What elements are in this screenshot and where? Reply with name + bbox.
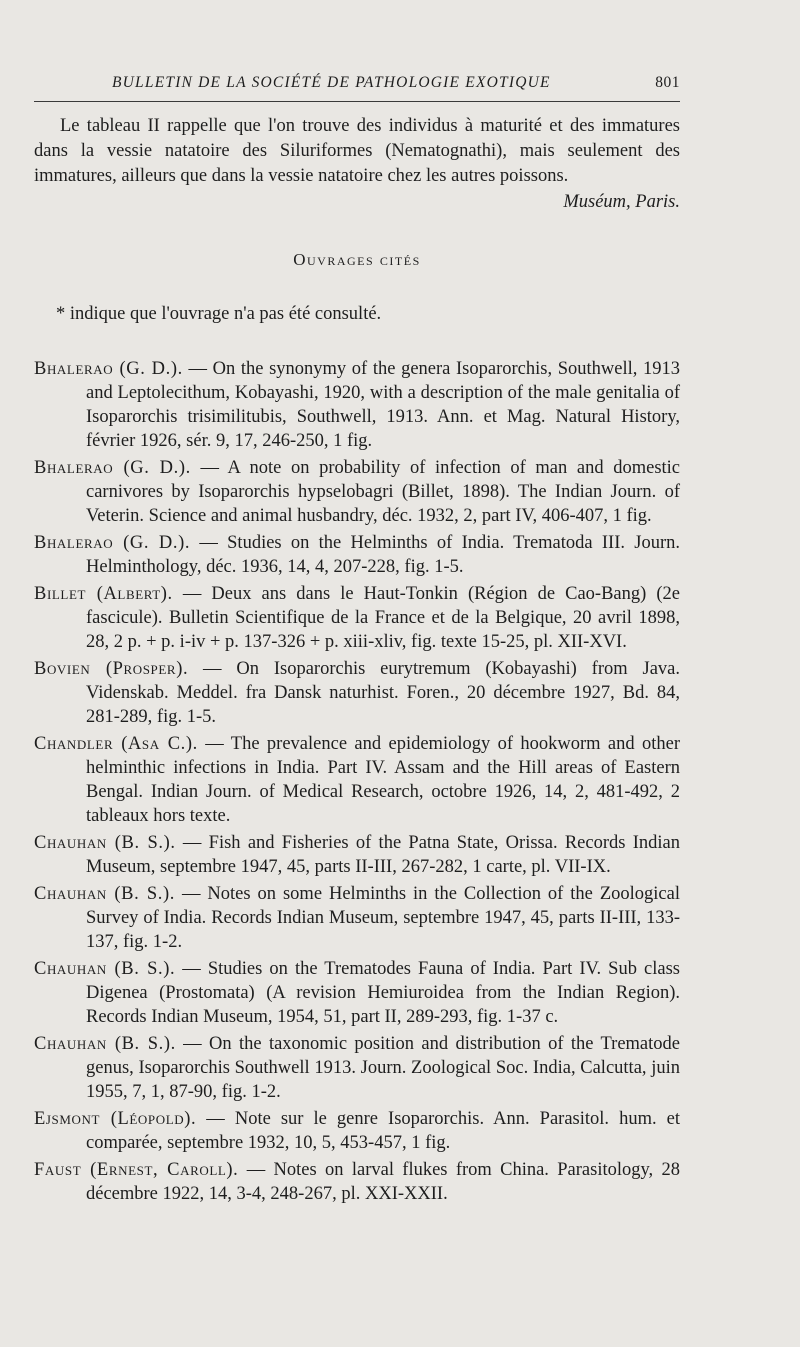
reference-entry [34,732,680,828]
reference-text: — Notes on larval flukes from China. Parasitology, 28 décembre 1922, 14, 3-4, 248-267, pl. XXI-XXII. [86,1160,680,1204]
reference-author: Chandler (Asa C.). [34,734,198,754]
section-heading: Ouvrages cités [293,250,421,269]
page-content [34,114,680,1209]
reference-entry [34,531,680,579]
reference-author: Bhalerao (G. D.). [34,533,191,553]
reference-entry [34,1032,680,1104]
reference-author: Chauhan (B. S.). [34,1034,176,1054]
reference-text: — Notes on some Helminths in the Collection of the Zoological Survey of India. Records Indian Museum, septembre 1947, 45, parts II-III, 133-137, fig. 1-2. [86,884,680,952]
reference-entry [34,582,680,654]
reference-text: — Deux ans dans le Haut-Tonkin (Région de Cao-Bang) (2e fascicule). Bulletin Scientifique de la France et de la Belgique, 20 avril 1898, 28, 2 p. + p. i-iv + p. 137-326 + p. xiii-xliv, fig. texte 15-25, pl. XII-XVI. [86,584,680,652]
reference-list [34,357,680,1206]
reference-entry [34,957,680,1029]
reference-author: Bovien (Prosper). [34,659,189,679]
reference-author: Chauhan (B. S.). [34,884,175,904]
reference-entry [34,1107,680,1155]
reference-author: Faust (Ernest, Caroll). [34,1160,239,1180]
reference-text: — A note on probability of infection of man and domestic carnivores by Isoparorchis hypselobagri (Billet, 1898). The Indian Journ. of Veterin. Science and animal husbandry, déc. 1932, 2, part IV, 406-407, 1 fig. [86,458,681,526]
reference-entry [34,456,680,528]
reference-author: Chauhan (B. S.). [34,833,176,853]
reference-text: — Note sur le genre Isoparorchis. Ann. Parasitol. hum. et comparée, septembre 1932, 10, 5, 453-457, 1 fig. [86,1109,680,1153]
page-number: 801 [655,74,680,91]
reference-entry [34,657,680,729]
reference-author: Billet (Albert). [34,584,173,604]
reference-entry [34,1158,680,1206]
reference-entry [34,831,680,879]
reference-text: — On Isoparorchis eurytremum (Kobayashi) from Java. Videnskab. Meddel. fra Dansk naturhist. Foren., 20 décembre 1927, Bd. 84, 281-289, fig. 1-5. [86,659,680,727]
running-head [34,74,680,92]
reference-text: — The prevalence and epidemiology of hookworm and other helminthic infections in India. Part IV. Assam and the Hill areas of Eastern Bengal. Indian Journ. of Medical Research, octobre 1926, 14, 2, 481-492, 2 tableaux hors texte. [86,734,680,826]
reference-text: — Studies on the Trematodes Fauna of India. Part IV. Sub class Digenea (Prostomata) (A revision Hemiuroidea from the Indian Region). Records Indian Museum, 1954, 51, part II, 289-293, fig. 1-37 c. [86,959,681,1027]
reference-text: — On the synonymy of the genera Isoparorchis, Southwell, 1913 and Leptolecithum, Kobayashi, 1920, with a description of the male genitalia of Isoparorchis trisimilitubis, Southwell, 1913. Ann. et Mag. Natural History, février 1926, sér. 9, 17, 246-250, 1 fig. [86,359,680,451]
footnote-marker-note: * indique que l'ouvrage n'a pas été consulté. [56,304,382,324]
intro-paragraph: Le tableau II rappelle que l'on trouve des individus à maturité et des immatures dans la vessie natatoire des Siluriformes (Nematognathi), mais seulement des immatures, ailleurs que dans la vessie natatoire chez les autres poissons. [34,116,680,186]
reference-author: Bhalerao (G. D.). [34,458,191,478]
reference-text: — Studies on the Helminths of India. Trematoda III. Journ. Helminthology, déc. 1936, 14, 4, 207-228, fig. 1-5. [86,533,680,577]
header-rule [34,101,680,102]
reference-author: Bhalerao (G. D.). [34,359,183,379]
reference-entry [34,357,680,453]
intro-section [34,114,680,215]
reference-author: Chauhan (B. S.). [34,959,176,979]
reference-author: Ejsmont (Léopold). [34,1109,197,1129]
reference-entry [34,882,680,954]
journal-title: BULLETIN DE LA SOCIÉTÉ DE PATHOLOGIE EXOTIQUE [112,74,551,91]
author-signature: Muséum, Paris. [563,192,680,212]
reference-text: — Fish and Fisheries of the Patna State, Orissa. Records Indian Museum, septembre 1947, 45, parts II-III, 267-282, 1 carte, pl. VII-IX. [86,833,681,877]
reference-text: — On the taxonomic position and distribution of the Trematode genus, Isoparorchis Southwell 1913. Journ. Zoological Soc. India, Calcutta, juin 1955, 7, 1, 87-90, fig. 1-2. [86,1034,680,1102]
